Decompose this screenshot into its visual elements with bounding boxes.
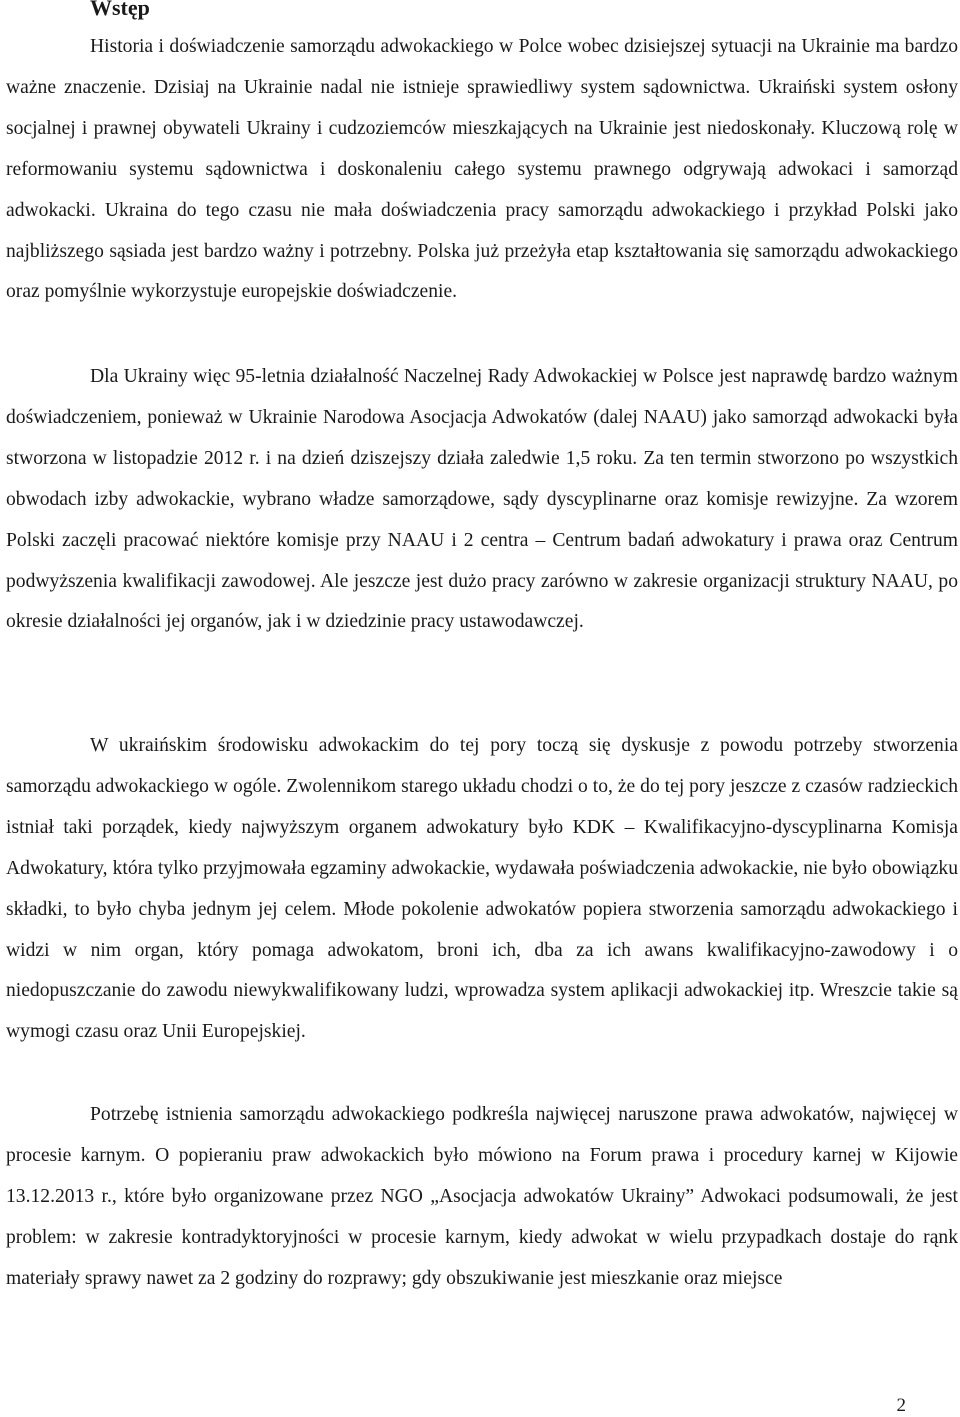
paragraph-3: W ukraińskim środowisku adwokackim do tej pory toczą się dyskusje z powodu potrzeby stworzenia samorządu adwokackiego w ogóle. Zwolennikom starego układu chodzi o to, że do tej pory jeszcze z czasów radzieckich istniał taki porządek, kiedy najwyższym organem adwokatury było KDK – Kwalifikacyjno-dyscyplinarna Komisja Adwokatury, która tylko przyjmowała egzaminy adwokackie, wydawała poświadczenia adwokackie, nie było obowiązku składki, to było chyba jednym jej celem. Młode pokolenie adwokatów popiera stworzenia samorządu adwokackiego i widzi w nim organ, który pomaga adwokatom, broni ich, dba za ich awans kwalifikacyjno-zawodowy i o niedopuszczanie do zawodu niewykwalifikowany ludzi, wprowadza system aplikacji adwokackiej itp. Wreszcie takie są wymogi czasu oraz Unii Europejskiej.: [6, 735, 958, 1043]
page-number: 2: [896, 1395, 906, 1416]
paragraph-1: Historia i doświadczenie samorządu adwokackiego w Polce wobec dzisiejszej sytuacji na Ukrainie ma bardzo ważne znaczenie. Dzisiaj na Ukrainie nadal nie istnieje sprawiedliwy system sądownictwa. Ukraiński system osłony socjalnej i prawnej obywateli Ukrainy i cudzoziemców mieszkających na Ukrainie jest niedoskonały. Kluczową rolę w reformowaniu systemu sądownictwa i doskonaleniu całego systemu prawnego odgrywają adwokaci i samorząd adwokacki. Ukraina do tego czasu nie mała doświadczenia pracy samorządu adwokackiego i przykład Polski jako najbliższego sąsiada jest bardzo ważny i potrzebny. Polska już przeżyła etap kształtowania się samorządu adwokackiego oraz pomyślnie wykorzystuje europejskie doświadczenie.: [6, 36, 958, 303]
paragraph-4: Potrzebę istnienia samorządu adwokackiego podkreśla najwięcej naruszone prawa adwokatów, najwięcej w procesie karnym. O popieraniu praw adwokackich było mówiono na Forum prawa i procedury karnej w Kijowie 13.12.2013 r., które było organizowane przez NGO „Asocjacja adwokatów Ukrainy” Adwokaci podsumowali, że jest problem: w zakresie kontradyktoryjności w procesie karnym, kiedy adwokat w wielu przypadkach dostaje do rąnk materiały sprawy nawet za 2 godziny do rozprawy; gdy obszukiwanie jest mieszkanie oraz miejsce: [6, 1104, 958, 1289]
paragraph-2: Dla Ukrainy więc 95-letnia działalność Naczelnej Rady Adwokackiej w Polsce jest naprawdę bardzo ważnym doświadczeniem, ponieważ w Ukrainie Narodowa Asocjacja Adwokatów (dalej NAAU) jako samorząd adwokacki była stworzona w listopadzie 2012 r. i na dzień dziszejszy działa zaledwie 1,5 roku. Za ten termin stworzono po wszystkich obwodach izby adwokackie, wybrano władze samorządowe, sądy dyscyplinarne oraz komisje rewizyjne. Za wzorem Polski zaczęli pracować niektóre komisje przy NAAU i 2 centra – Centrum badań adwokatury i prawa oraz Centrum podwyższenia kwalifikacji zawodowej. Ale jeszcze jest dużo pracy zarówno w zakresie organizacji struktury NAAU, po okresie działalności jej organów, jak i w dziedzinie pracy ustawodawczej.: [6, 366, 958, 633]
section-heading: Wstęp: [90, 0, 150, 20]
